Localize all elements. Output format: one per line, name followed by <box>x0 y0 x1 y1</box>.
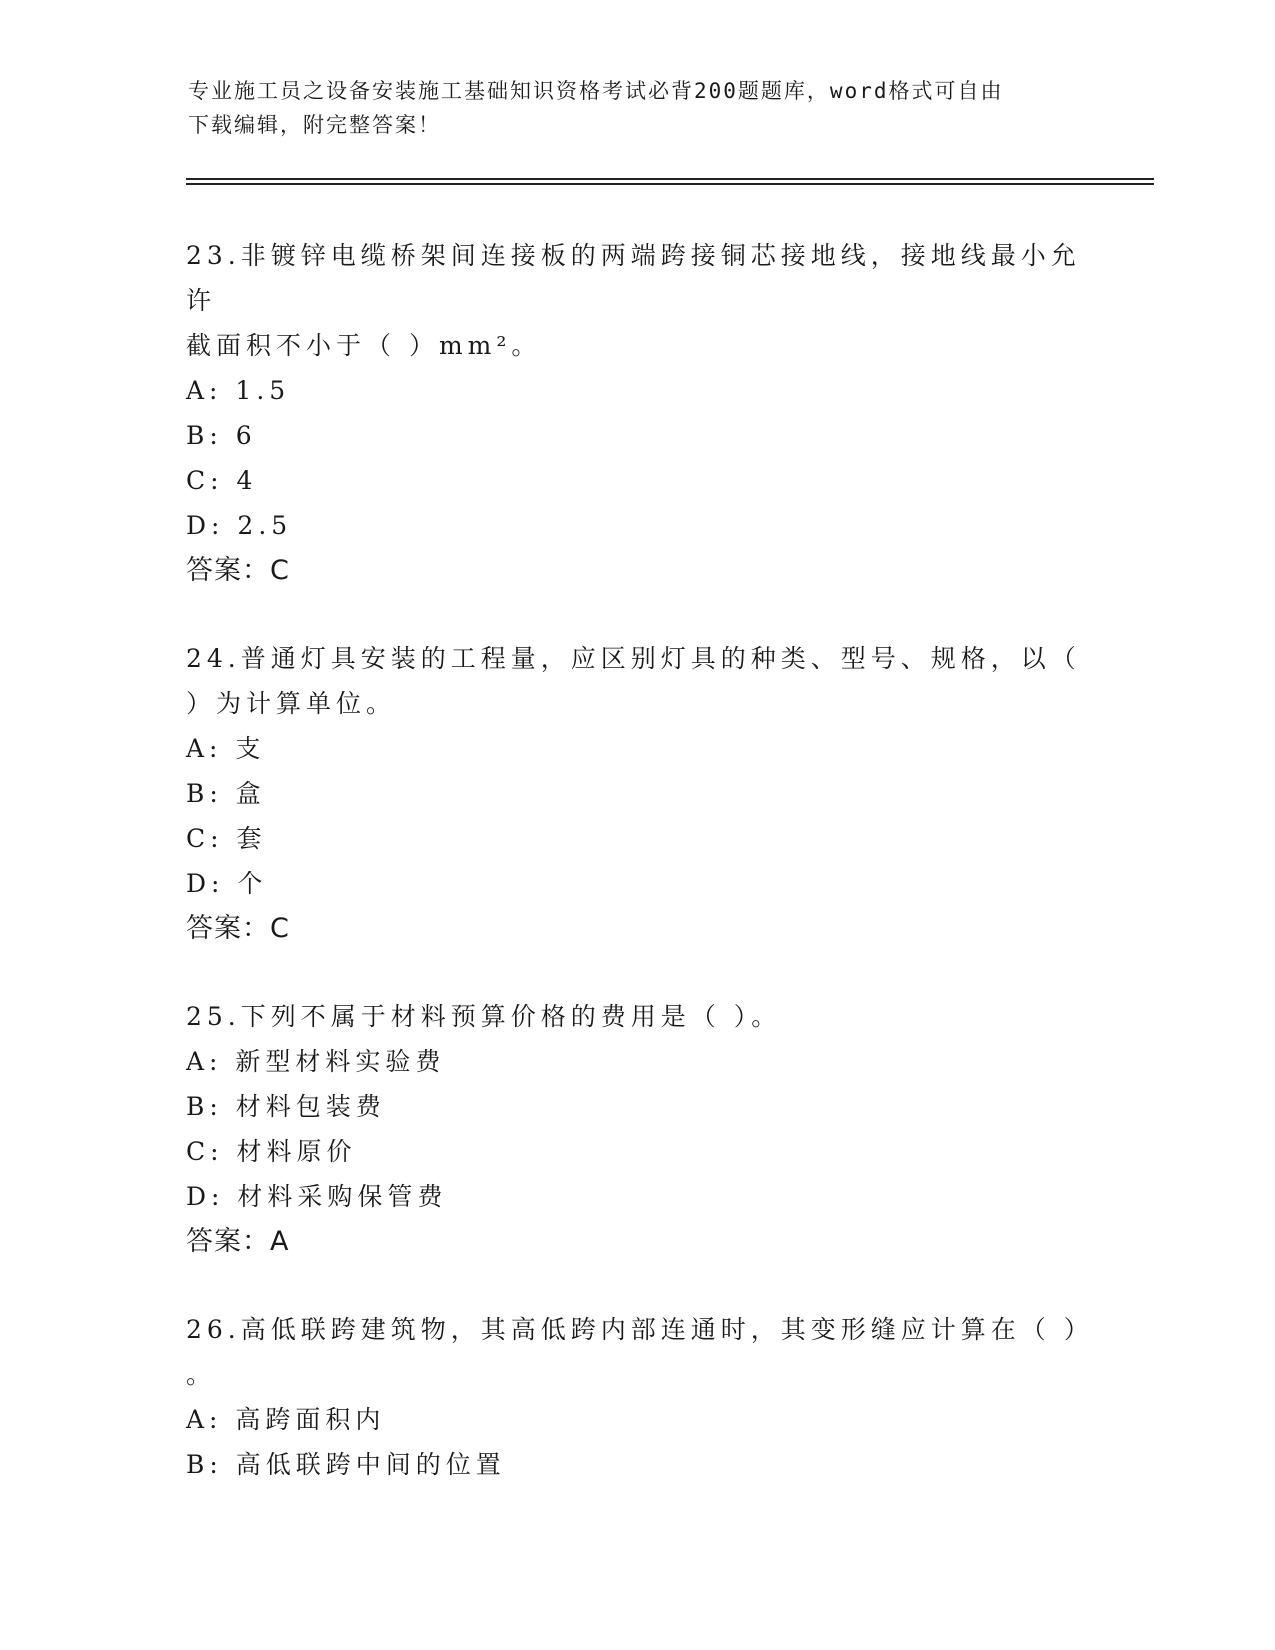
option-c: C: 4 <box>186 466 258 495</box>
question-25 <box>186 994 1086 1264</box>
option-d: D: 材料采购保管费 <box>186 1182 448 1211</box>
question-24 <box>186 636 1086 951</box>
option-b: B: 高低联跨中间的位置 <box>186 1450 506 1479</box>
question-stem-line: 。 <box>186 1360 217 1389</box>
question-stem-line: 26.高低联跨建筑物，其高低跨内部连通时，其变形缝应计算在（ ） <box>186 1315 1094 1344</box>
question-stem-line: 24.普通灯具安装的工程量，应区别灯具的种类、型号、规格，以（ <box>186 644 1081 673</box>
answer: 答案：C <box>186 913 290 944</box>
answer: 答案：C <box>186 555 290 586</box>
option-a: A: 支 <box>186 734 266 763</box>
option-a: A: 1.5 <box>186 376 291 405</box>
option-a: A: 新型材料实验费 <box>186 1047 446 1076</box>
header-line-2: 下载编辑，附完整答案！ <box>188 113 441 137</box>
answer: 答案：A <box>186 1226 290 1257</box>
document-header <box>188 74 1068 142</box>
option-b: B: 材料包装费 <box>186 1092 386 1121</box>
question-26 <box>186 1307 1094 1487</box>
option-c: C: 套 <box>186 824 267 853</box>
question-23 <box>186 233 1086 593</box>
option-b: B: 6 <box>186 421 257 450</box>
question-list <box>186 233 1094 1530</box>
option-d: D: 2.5 <box>186 511 293 540</box>
question-stem-line: 截面积不小于（ ）mm²。 <box>186 331 542 360</box>
option-d: D: 个 <box>186 869 268 898</box>
option-b: B: 盒 <box>186 779 266 808</box>
option-c: C: 材料原价 <box>186 1137 357 1166</box>
option-a: A: 高跨面积内 <box>186 1405 386 1434</box>
header-rule-bottom <box>186 183 1154 185</box>
question-stem-line: 25.下列不属于材料预算价格的费用是（ ）。 <box>186 1002 782 1031</box>
question-stem-line: 23.非镀锌电缆桥架间连接板的两端跨接铜芯接地线，接地线最小允许 <box>186 241 1081 315</box>
question-stem-line: ）为计算单位。 <box>186 689 397 718</box>
header-line-1: 专业施工员之设备安装施工基础知识资格考试必背200题题库，word格式可自由 <box>188 79 1004 103</box>
header-rule-top <box>186 178 1154 180</box>
